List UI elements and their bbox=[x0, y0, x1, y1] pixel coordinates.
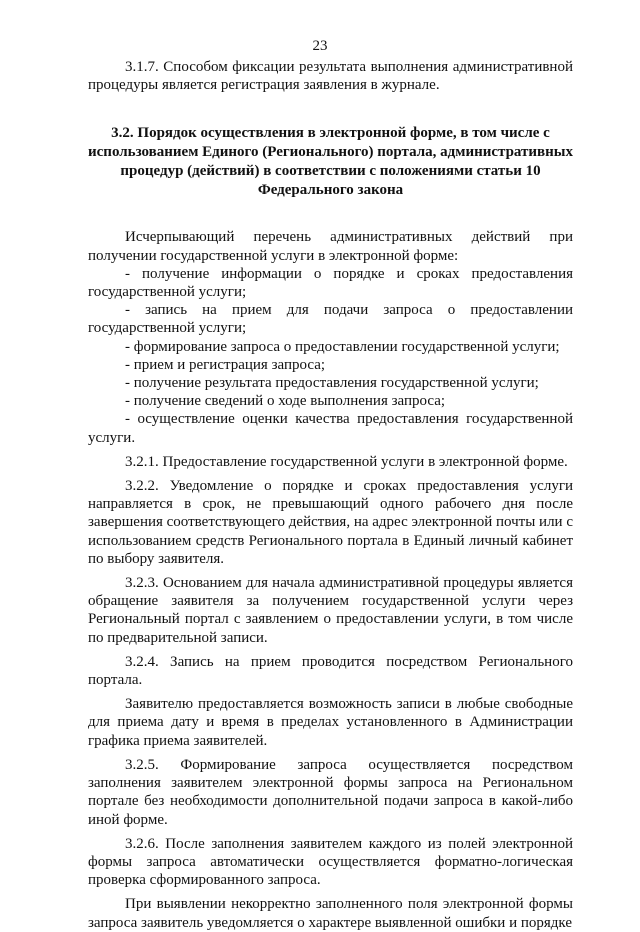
document-body bbox=[88, 58, 573, 932]
list-item: - запись на прием для подачи запроса о предоставлении государственной услуги; bbox=[88, 302, 573, 337]
paragraph-3-2-2: 3.2.2. Уведомление о порядке и сроках предоставления услуги направляется в срок, не превышающий одного рабочего дня после завершения соответствующего действия, на адрес электронной почты или с использованием средств Регионального портала в Единый личный кабинет по выбору заявителя. bbox=[88, 478, 573, 567]
section-heading-3-2: 3.2. Порядок осуществления в электронной форме, в том числе с использованием Единого (Регионального) портала, административных процедур (действий) в соответствии с положениями статьи 10 Федерального закона bbox=[88, 125, 574, 199]
paragraph-3-2-4: 3.2.4. Запись на прием проводится посредством Регионального портала. bbox=[88, 653, 573, 689]
paragraph-appointment: Заявителю предоставляется возможность записи в любые свободные для приема дату и время в пределах установленного в Администрации графика приема заявителей. bbox=[88, 696, 573, 749]
list-item: - формирование запроса о предоставлении государственной услуги; bbox=[125, 338, 560, 355]
paragraph-3-2-6: 3.2.6. После заполнения заявителем каждого из полей электронной формы запроса автоматически осуществляется форматно-логическая проверка сформированного запроса. bbox=[88, 835, 573, 889]
paragraph-3-2-1: 3.2.1. Предоставление государственной услуги в электронной форме. bbox=[125, 453, 568, 470]
paragraph-3-1-7: 3.1.7. Способом фиксации результата выполнения административной процедуры является регистрация заявления в журнале. bbox=[88, 59, 573, 94]
list-item: - получение сведений о ходе выполнения запроса; bbox=[125, 393, 446, 410]
list-item: - получение информации о порядке и сроках предоставления государственной услуги; bbox=[88, 265, 573, 301]
paragraph-3-2-5: 3.2.5. Формирование запроса осуществляется посредством заполнения заявителем электронной формы запроса на Региональном портале без необходимости дополнительной подачи запроса в какой-либо иной форме. bbox=[88, 756, 573, 828]
list-intro: Исчерпывающий перечень административных действий при получении государственной услуги в электронной форме: bbox=[88, 229, 573, 264]
list-item: - прием и регистрация запроса; bbox=[125, 356, 326, 373]
paragraph-error-notice: При выявлении некорректно заполненного поля электронной формы запроса заявитель уведомляется о характере выявленной ошибки и порядке bbox=[88, 896, 573, 931]
list-item: - получение результата предоставления государственной услуги; bbox=[125, 375, 539, 392]
list-item: - осуществление оценки качества предоставления государственной услуги. bbox=[88, 411, 573, 446]
paragraph-3-2-3: 3.2.3. Основанием для начала административной процедуры является обращение заявителя за получением государственной услуги через Региональный портал с заявлением о предоставлении услуги, в том числе по предварительной записи. bbox=[88, 575, 573, 646]
page-number: 23 bbox=[312, 38, 328, 54]
